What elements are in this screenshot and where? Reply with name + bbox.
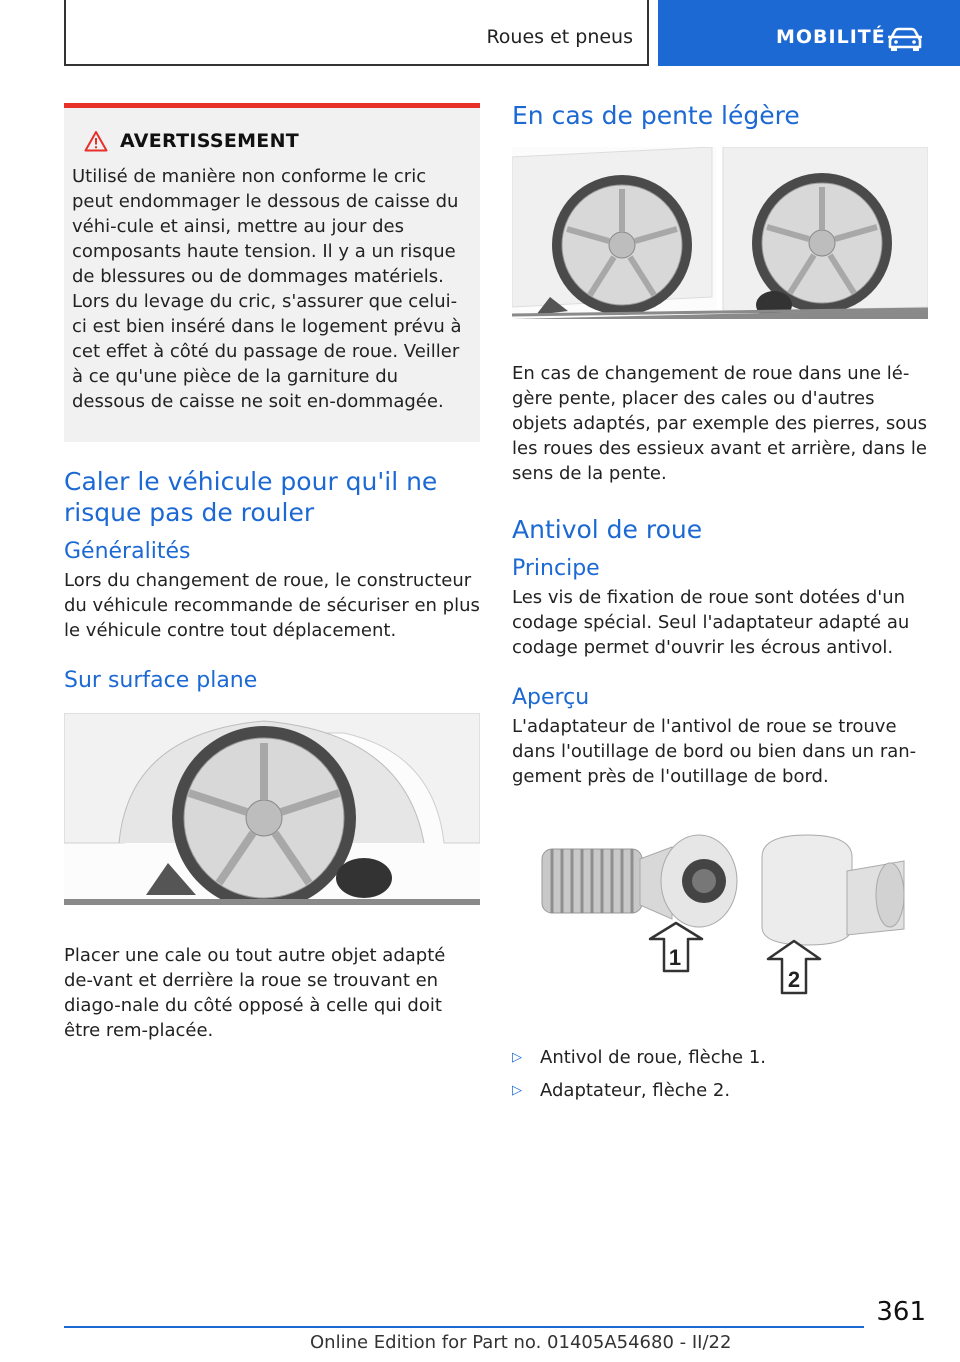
list-item	[512, 1045, 928, 1070]
left-column	[64, 103, 480, 1043]
wheel-lock-illustration	[512, 827, 928, 1023]
subheading-principle: Principe	[512, 556, 600, 581]
principle-text: Les vis de fixation de roue sont dotées d'un codage spécial. Seul l'adaptateur adapté au codage permet d'ouvrir les écrous antivol.	[512, 587, 910, 658]
warning-box	[64, 103, 480, 442]
wheel-lock-bolt	[542, 835, 737, 927]
flat-surface-caption: Placer une cale ou tout autre objet adapté de-vant et derrière la roue se trouvant en diago-nale du côté opposé à celle qui doit être rem-placée.	[64, 945, 446, 1041]
arrow-label-1: 1	[668, 945, 682, 970]
header-section-box	[64, 0, 649, 66]
section-heading-slope: En cas de pente légère	[512, 101, 800, 130]
arrow-2	[768, 941, 820, 993]
overview-text: L'adaptateur de l'antivol de roue se trouve dans l'outillage de bord ou bien dans un ran-gement près de l'outillage de bord.	[512, 716, 917, 787]
triangle-bullet-icon: ▷	[512, 1050, 522, 1065]
arrow-1	[650, 923, 702, 971]
section-heading-secure-vehicle: Caler le véhicule pour qu'il ne risque pas de rouler	[64, 467, 438, 527]
legend-list	[512, 1045, 928, 1103]
footer-divider	[64, 1326, 864, 1328]
list-item	[512, 1078, 928, 1103]
legend-item-1: Antivol de roue, flèche 1.	[540, 1047, 767, 1068]
warning-triangle-icon	[84, 130, 108, 152]
slope-text: En cas de changement de roue dans une lé-gère pente, placer des cales ou d'autres objets adaptés, par exemple des pierres, sous les roues des essieux avant et arrière, dans le sens de la pente.	[512, 363, 928, 484]
subheading-flat-surface: Sur surface plane	[64, 668, 258, 693]
general-text: Lors du changement de roue, le constructeur du véhicule recommande de sécuriser en plus le véhicule contre tout déplacement.	[64, 570, 480, 641]
page-number: 361	[876, 1297, 926, 1327]
wheel-lock-adapter	[762, 835, 904, 945]
warning-header	[84, 130, 472, 152]
right-column	[512, 100, 928, 1103]
warning-title: AVERTISSEMENT	[120, 130, 300, 152]
chapter-title: MOBILITÉ	[776, 26, 886, 48]
subheading-general: Généralités	[64, 539, 191, 564]
subheading-overview: Aperçu	[512, 685, 590, 710]
flat-surface-illustration	[64, 713, 480, 905]
warning-text: Utilisé de manière non conforme le cric peut endommager le dessous de caisse du véhi-cule et ainsi, mettre au jour des composants haute tension. Il y a un risque de blessures ou de dommages matériels. Lors du levage du cric, s'assurer que celui-ci est bien inséré dans le logement prévu à cet effet à côté du passage de roue. Veiller à ce qu'une pièce de la garniture du dessous de caisse ne soit en-dommagée.	[72, 166, 462, 412]
section-heading-wheel-lock: Antivol de roue	[512, 515, 703, 544]
chapter-tab	[658, 0, 960, 66]
car-icon	[886, 26, 924, 52]
legend-item-2: Adaptateur, flèche 2.	[540, 1080, 731, 1101]
slope-illustration	[512, 147, 928, 319]
triangle-bullet-icon: ▷	[512, 1083, 522, 1098]
arrow-label-2: 2	[787, 967, 801, 992]
section-title: Roues et pneus	[486, 26, 633, 48]
footer-edition: Online Edition for Part no. 01405A54680 - II/22	[310, 1332, 732, 1353]
